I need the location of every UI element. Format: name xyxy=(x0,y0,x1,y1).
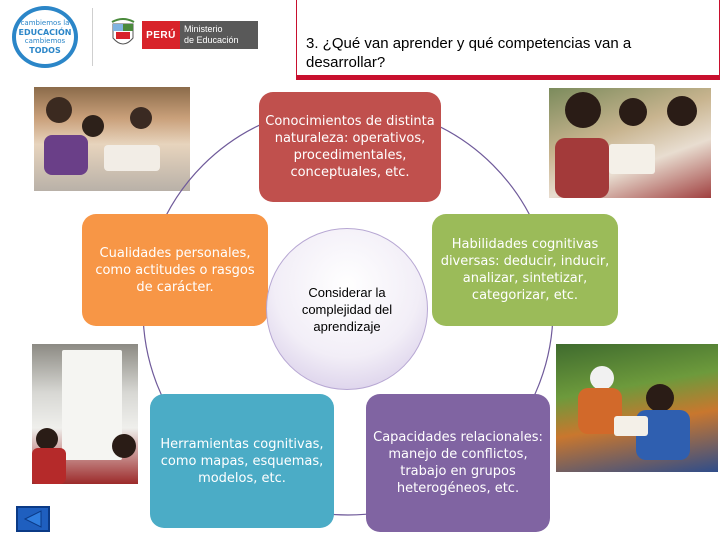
ministry-label: Ministerio de Educación xyxy=(180,21,258,49)
back-arrow-icon xyxy=(22,510,44,528)
concept-box-cognitive-skills: Habilidades cognitivas diversas: deducir, inducir, analizar, sintetizar, categorizar, etc. xyxy=(432,214,618,326)
concept-box-knowledge: Conocimientos de distinta naturaleza: operativos, procedimentales, conceptuales, etc. xyxy=(259,92,441,202)
slide-title: 3. ¿Qué van aprender y qué competencias van a desarrollar? xyxy=(306,35,632,71)
campaign-logo: cambiemos la EDUCACIÓN cambiemos TODOS xyxy=(12,6,78,68)
concept-box-cognitive-tools: Herramientas cognitivas, como mapas, esquemas, modelos, etc. xyxy=(150,394,334,528)
back-button[interactable] xyxy=(16,506,50,532)
center-concept-circle: Considerar la complejidad del aprendizaje xyxy=(266,228,428,390)
peru-label: PERÚ xyxy=(142,21,180,49)
concept-box-relational-capacities: Capacidades relacionales: manejo de conflictos, trabajo en grupos heterogéneos, etc. xyxy=(366,394,550,532)
concept-box-personal-qualities: Cualidades personales, como actitudes o rasgos de carácter. xyxy=(82,214,268,326)
